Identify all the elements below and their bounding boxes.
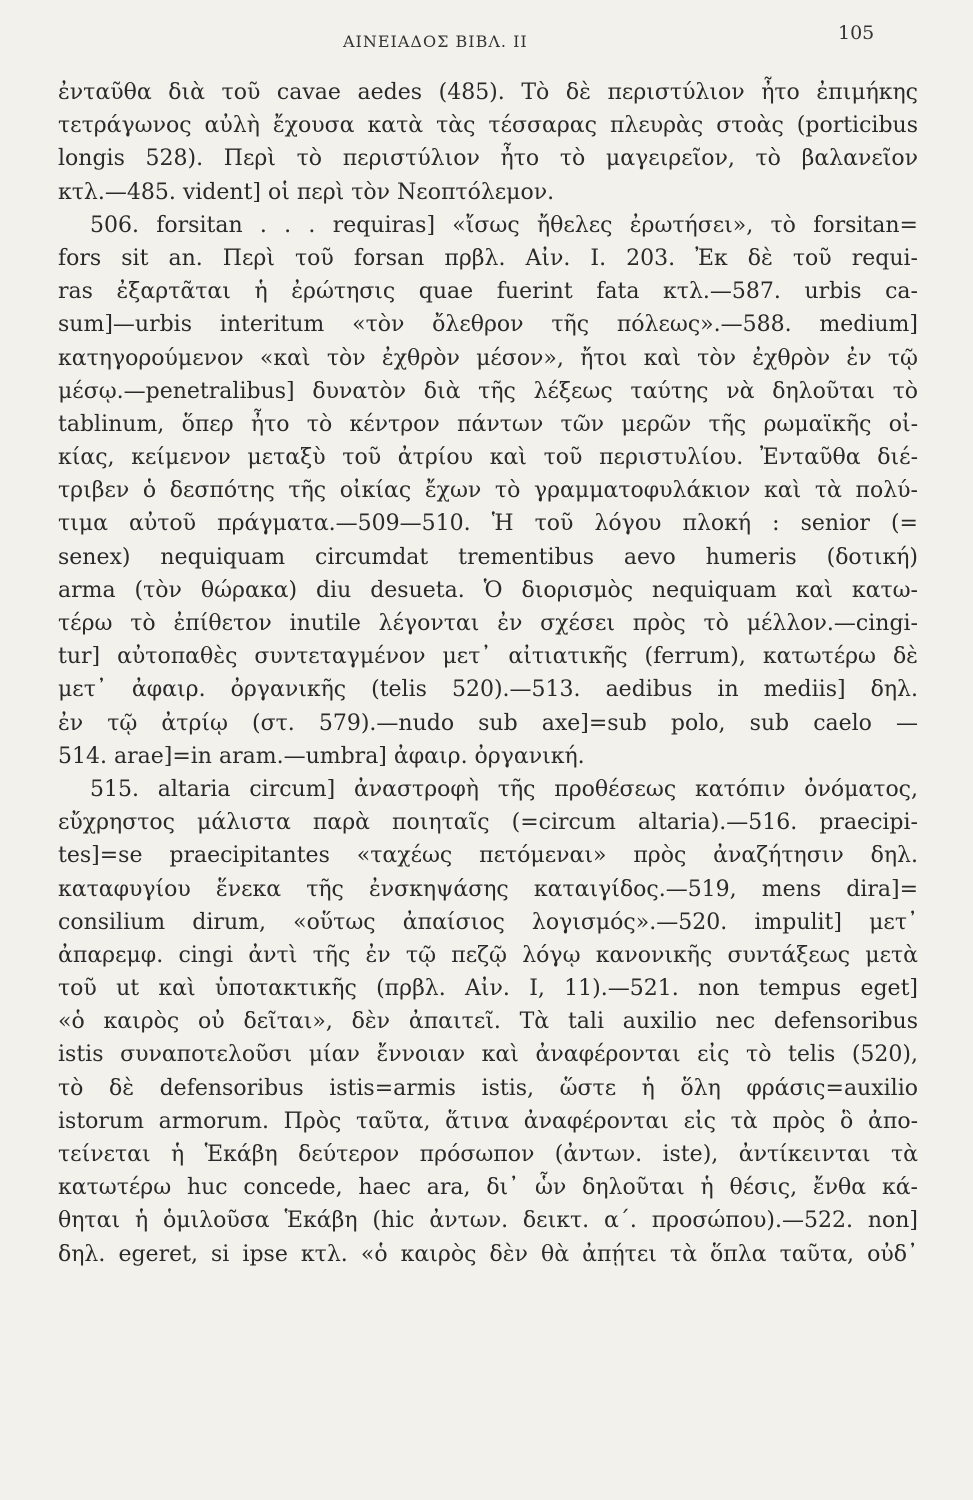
commentary-text xyxy=(58,76,918,1271)
text-line: μετ᾿ ἀφαιρ. ὀργανικῆς (telis 520).—513. aedibus in mediis] δηλ. xyxy=(58,677,918,703)
text-line: τριβεν ὁ δεσπότης τῆς οἰκίας ἔχων τὸ γραμματοφυλάκιον καὶ τὰ πολύ- xyxy=(58,478,918,504)
text-line: consilium dirum, «οὕτως ἀπαίσιος λογισμός».—520. impulit] μετ᾿ xyxy=(58,909,918,935)
text-line: ἀπαρεμφ. cingi ἀντὶ τῆς ἐν τῷ πεζῷ λόγῳ κανονικῆς συντάξεως μετὰ xyxy=(58,942,918,968)
page-number: 105 xyxy=(838,22,875,44)
text-line: καταφυγίου ἕνεκα τῆς ἐνσκηψάσης καταιγίδος.—519, mens dira]= xyxy=(58,876,918,902)
text-line: tur] αὐτοπαθὲς συντεταγμένον μετ᾿ αἰτιατικῆς (ferrum), κατωτέρω δὲ xyxy=(58,644,918,670)
text-line: τετράγωνος αὐλὴ ἔχουσα κατὰ τὰς τέσσαρας πλευρὰς στοὰς (porticibus xyxy=(58,113,918,139)
text-line: tablinum, ὅπερ ἦτο τὸ κέντρον πάντων τῶν μερῶν τῆς ρωμαϊκῆς οἰ- xyxy=(58,411,918,437)
text-line: τιμα αὐτοῦ πράγματα.—509—510. Ἡ τοῦ λόγου πλοκή : senior (= xyxy=(58,511,918,537)
text-line: istis συναποτελοῦσι μίαν ἔννοιαν καὶ ἀναφέρονται εἰς τὸ telis (520), xyxy=(58,1042,918,1068)
text-line: κίας, κείμενον μεταξὺ τοῦ ἀτρίου καὶ τοῦ περιστυλίου. Ἐνταῦθα διέ- xyxy=(58,445,918,471)
running-head xyxy=(0,22,973,62)
text-line: κατηγορούμενον «καὶ τὸν ἐχθρὸν μέσον», ἤτοι καὶ τὸν ἐχθρὸν ἐν τῷ xyxy=(58,345,918,371)
text-line: istorum armorum. Πρὸς ταῦτα, ἅτινα ἀναφέρονται εἰς τὰ πρὸς ὃ ἀπο- xyxy=(58,1108,918,1134)
text-line: κατωτέρω huc concede, haec ara, δι᾿ ὧν δηλοῦται ἡ θέσις, ἔνθα κά- xyxy=(58,1175,918,1201)
text-line: tes]=se praecipitantes «ταχέως πετόμεναι» πρὸς ἀναζήτησιν δηλ. xyxy=(58,843,918,869)
text-line: τοῦ ut καὶ ὑποτακτικῆς (πρβλ. Αἰν. I, 11).—521. non tempus eget] xyxy=(58,976,918,1002)
text-line: sum]—urbis interitum «τὸν ὄλεθρον τῆς πόλεως».—588. medium] xyxy=(58,312,918,338)
text-line: τὸ δὲ defensoribus istis=armis istis, ὥστε ἡ ὅλη φράσις=auxilio xyxy=(58,1075,918,1101)
text-line: δηλ. egeret, si ipse κτλ. «ὁ καιρὸς δὲν θὰ ἀπῄτει τὰ ὅπλα ταῦτα, οὐδ᾿ xyxy=(58,1241,918,1267)
text-line: senex) nequiquam circumdat trementibus aevo humeris (δοτική) xyxy=(58,544,918,570)
text-line: τείνεται ἡ Ἑκάβη δεύτερον πρόσωπον (ἀντων. iste), ἀντίκεινται τὰ xyxy=(58,1142,918,1167)
text-line: 515. altaria circum] ἀναστροφὴ τῆς προθέσεως κατόπιν ὀνόματος, xyxy=(90,776,918,802)
text-line: arma (τὸν θώρακα) diu desueta. Ὁ διορισμὸς nequiquam καὶ κατω- xyxy=(58,577,918,603)
text-line: μέσῳ.—penetralibus] δυνατὸν διὰ τῆς λέξεως ταύτης νὰ δηλοῦται τὸ xyxy=(58,378,918,404)
text-line: 506. forsitan . . . requiras] «ἴσως ἤθελες ἐρωτήσει», τὸ forsitan= xyxy=(90,212,918,238)
text-line: τέρω τὸ ἐπίθετον inutile λέγονται ἐν σχέσει πρὸς τὸ μέλλον.—cingi- xyxy=(58,611,918,636)
text-line: «ὁ καιρὸς οὐ δεῖται», δὲν ἀπαιτεῖ. Τὰ tali auxilio nec defensoribus xyxy=(58,1009,918,1035)
text-line: εὔχρηστος μάλιστα παρὰ ποιηταῖς (=circum altaria).—516. praecipi- xyxy=(58,810,918,836)
text-line: ἐνταῦθα διὰ τοῦ cavae aedes (485). Τὸ δὲ περιστύλιον ἦτο ἐπιμήκης xyxy=(58,80,918,105)
text-line: θηται ἡ ὁμιλοῦσα Ἑκάβη (hic ἀντων. δεικτ. α΄. προσώπου).—522. non] xyxy=(58,1208,918,1234)
running-title: ΑΙΝΕΙΑΔΟΣ ΒΙΒΛ. ΙΙ xyxy=(343,32,528,51)
text-line: fors sit an. Περὶ τοῦ forsan πρβλ. Αἰν. I. 203. Ἐκ δὲ τοῦ requi- xyxy=(58,245,918,271)
text-line: 514. arae]=in aram.—umbra] ἀφαιρ. ὀργανική. xyxy=(58,743,585,769)
text-line: ἐν τῷ ἀτρίῳ (στ. 579).—nudo sub axe]=sub polo, sub caelo — xyxy=(58,710,918,736)
text-line: ras ἐξαρτᾶται ἡ ἐρώτησις quae fuerint fata κτλ.—587. urbis ca- xyxy=(58,279,918,305)
text-line: longis 528). Περὶ τὸ περιστύλιον ἦτο τὸ μαγειρεῖον, τὸ βαλανεῖον xyxy=(58,146,918,172)
text-line: κτλ.—485. vident] οἱ περὶ τὸν Νεοπτόλεμον. xyxy=(58,179,555,205)
